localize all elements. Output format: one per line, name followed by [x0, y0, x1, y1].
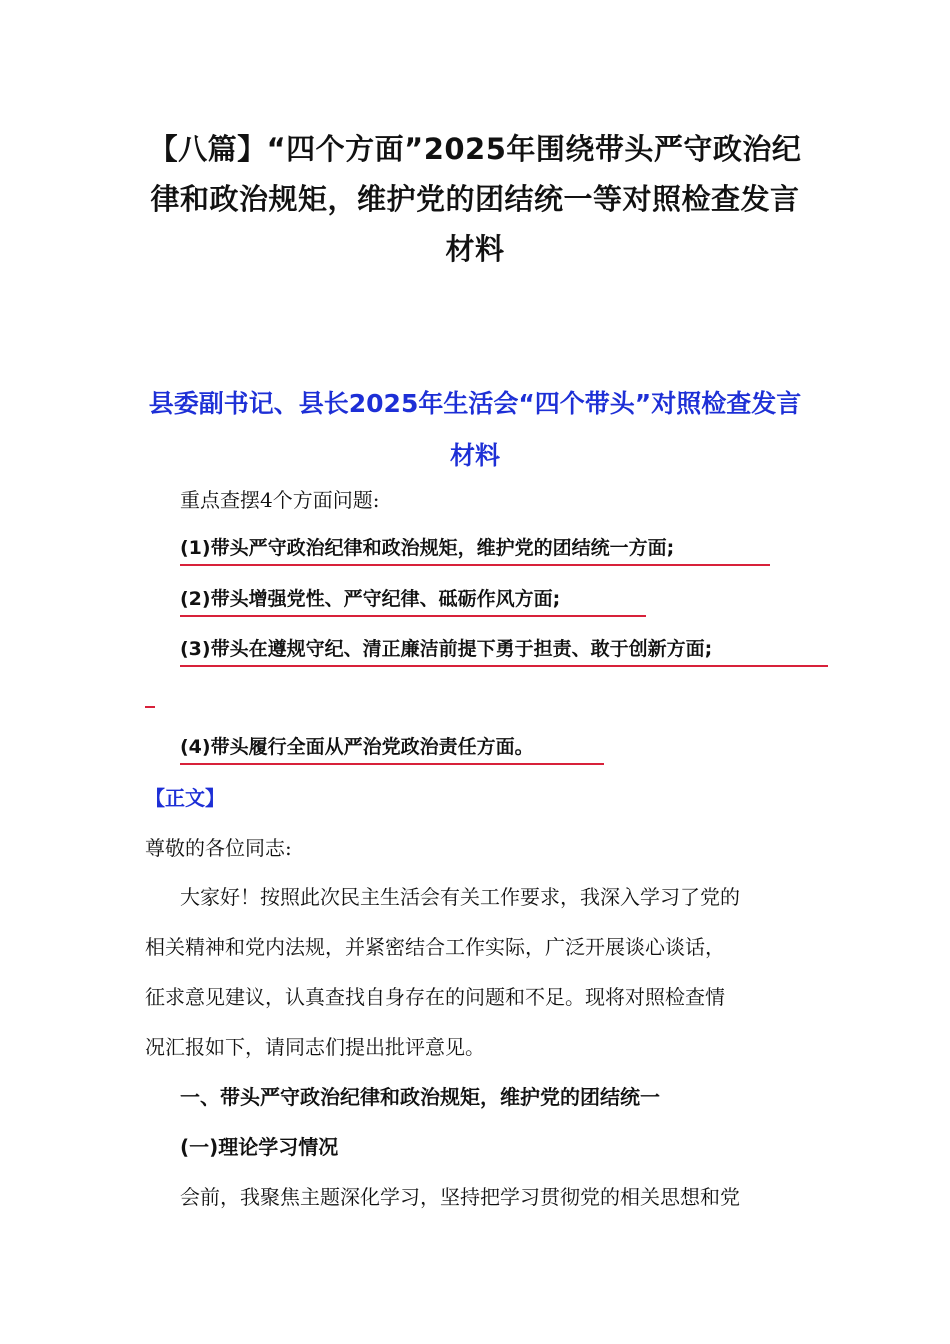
subsection-heading: (一)理论学习情况: [180, 1135, 339, 1159]
focus-intro: 重点查摆4个方面问题:: [180, 488, 380, 512]
focus-item-1: (1)带头严守政治纪律和政治规矩，维护党的团结统一方面;: [180, 534, 770, 566]
focus-item-4: (4)带头履行全面从严治党政治责任方面。: [180, 733, 604, 765]
paragraph-line: 会前，我聚焦主题深化学习，坚持把学习贯彻党的相关思想和党: [180, 1185, 740, 1209]
section-heading: 一、带头严守政治纪律和政治规矩，维护党的团结统一: [180, 1085, 660, 1109]
paragraph-line: 大家好！按照此次民主生活会有关工作要求，我深入学习了党的: [180, 885, 740, 909]
paragraph-line: 况汇报如下，请同志们提出批评意见。: [145, 1035, 485, 1059]
salutation: 尊敬的各位同志:: [145, 836, 292, 860]
document-subtitle: 县委副书记、县长2025年生活会“四个带头”对照检查发言材料: [148, 389, 802, 470]
document-title: 【八篇】“四个方面”2025年围绕带头严守政治纪律和政治规矩，维护党的团结统一等对照检查发言材料: [148, 132, 802, 266]
focus-item-3: (3)带头在遵规守纪、清正廉洁前提下勇于担责、敢于创新方面;: [180, 635, 828, 667]
underline-fragment: [145, 706, 155, 708]
body-section-tag: 【正文】: [145, 786, 225, 810]
focus-item-2: (2)带头增强党性、严守纪律、砥砺作风方面;: [180, 585, 646, 617]
paragraph-line: 相关精神和党内法规，并紧密结合工作实际，广泛开展谈心谈话，: [145, 935, 725, 959]
paragraph-line: 征求意见建议，认真查找自身存在的问题和不足。现将对照检查情: [145, 985, 725, 1009]
